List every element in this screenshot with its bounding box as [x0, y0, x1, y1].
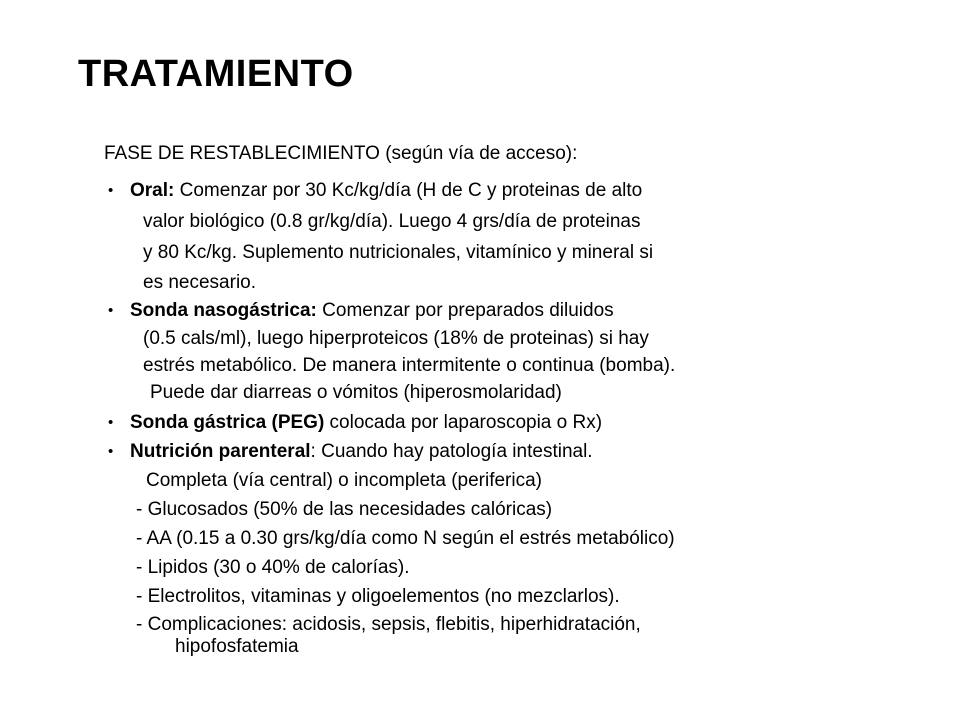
oral-line-1 [130, 180, 642, 202]
bullet-icon: • [108, 443, 114, 460]
oral-text-1: Comenzar por 30 Kc/kg/día (H de C y proteinas de alto [174, 180, 643, 201]
page-title: TRATAMIENTO [78, 53, 354, 95]
sng-line-3: estrés metabólico. De manera intermitente o continua (bomba). [143, 355, 676, 376]
oral-line-2: valor biológico (0.8 gr/kg/día). Luego 4 grs/día de proteinas [143, 211, 641, 232]
npt-item-wrap: hipofosfatemia [175, 636, 299, 657]
section-subtitle: FASE DE RESTABLECIMIENTO (según vía de acceso): [104, 143, 578, 164]
npt-line-2: Completa (vía central) o incompleta (periferica) [146, 470, 542, 491]
oral-line-3: y 80 Kc/kg. Suplemento nutricionales, vitamínico y mineral si [143, 242, 654, 263]
sng-line-1 [130, 300, 614, 322]
sng-text-1: Comenzar por preparados diluidos [316, 300, 614, 321]
bullet-icon: • [108, 182, 114, 199]
sng-line-2: (0.5 cals/ml), luego hiperproteicos (18% de proteinas) si hay [143, 328, 649, 349]
oral-label: Oral: [130, 180, 175, 201]
bullet-icon: • [108, 302, 114, 319]
npt-label: Nutrición parenteral [130, 441, 311, 462]
peg-text-1: colocada por laparoscopia o Rx) [324, 412, 603, 433]
npt-item: - Glucosados (50% de las necesidades calóricas) [136, 499, 553, 520]
npt-line-1 [130, 441, 593, 463]
npt-item: - Lipidos (30 o 40% de calorías). [136, 557, 410, 578]
npt-item: - AA (0.15 a 0.30 grs/kg/día como N según el estrés metabólico) [136, 528, 675, 549]
sng-line-4: Puede dar diarreas o vómitos (hiperosmolaridad) [150, 382, 562, 403]
peg-label: Sonda gástrica (PEG) [130, 412, 325, 433]
peg-line-1 [130, 412, 602, 434]
npt-item: - Complicaciones: acidosis, sepsis, flebitis, hiperhidratación, [136, 614, 641, 635]
npt-item: - Electrolitos, vitaminas y oligoelementos (no mezclarlos). [136, 586, 620, 607]
npt-text-1: : Cuando hay patología intestinal. [310, 441, 593, 462]
bullet-icon: • [108, 414, 114, 431]
oral-line-4: es necesario. [143, 272, 257, 293]
sng-label: Sonda nasogástrica: [130, 300, 317, 321]
